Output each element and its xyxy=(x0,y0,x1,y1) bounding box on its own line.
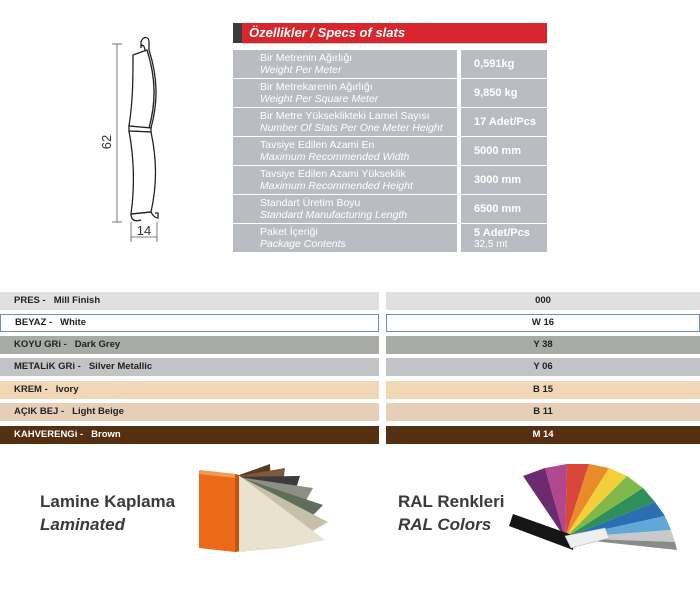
laminated-subtitle: Laminated xyxy=(40,515,126,534)
color-row xyxy=(0,292,700,310)
ral-subtitle: RAL Colors xyxy=(398,515,492,534)
spec-value: 3000 mm xyxy=(474,174,522,186)
spec-label-tr: Standart Üretim Boyu xyxy=(260,197,361,209)
spec-label-en: Weight Per Meter xyxy=(260,64,342,76)
spec-label-en: Maximum Recommended Width xyxy=(260,151,410,163)
ral-title: RAL Renkleri xyxy=(398,492,505,511)
color-name-en: Light Beige xyxy=(72,406,124,417)
color-row xyxy=(0,314,700,332)
laminate-swatch-fan-image xyxy=(195,460,330,555)
spec-label-tr: Bir Metrenin Ağırlığı xyxy=(260,52,353,64)
spec-label-en: Standard Manufacturing Length xyxy=(260,209,408,221)
spec-value: 5000 mm xyxy=(474,145,522,157)
color-name xyxy=(0,314,379,332)
color-name-en: Silver Metallic xyxy=(88,361,153,372)
color-row xyxy=(0,336,700,354)
spec-label-en: Weight Per Square Meter xyxy=(260,93,379,105)
spec-label-tr: Bir Metrekarenin Ağırlığı xyxy=(260,81,373,93)
spec-label-tr: Paket İçeriği xyxy=(260,226,318,238)
color-code: Y 06 xyxy=(386,358,700,376)
spec-label-en: Package Contents xyxy=(260,238,346,250)
color-name xyxy=(0,358,379,376)
spec-value: 17 Adet/Pcs xyxy=(474,116,536,128)
color-name-tr: AÇIK BEJ - xyxy=(14,406,65,417)
color-row xyxy=(0,403,700,421)
specs-header xyxy=(233,23,547,43)
height-dimension-label: 62 xyxy=(99,134,114,150)
spec-label-en: Maximum Recommended Height xyxy=(260,180,413,192)
width-dimension-label: 14 xyxy=(136,223,152,238)
color-name-tr: BEYAZ - xyxy=(15,317,53,328)
spec-value: 6500 mm xyxy=(474,203,522,215)
spec-label-tr: Bir Metre Yükseklikteki Lamel Sayısı xyxy=(260,110,430,122)
color-name-tr: KOYU GRi - xyxy=(14,339,67,350)
color-row xyxy=(0,426,700,444)
spec-row xyxy=(233,79,547,107)
color-name-en: White xyxy=(60,317,86,328)
spec-row xyxy=(233,195,547,223)
color-name xyxy=(0,292,379,310)
color-name xyxy=(0,403,379,421)
color-code: W 16 xyxy=(386,314,700,332)
spec-row xyxy=(233,137,547,165)
color-name xyxy=(0,336,379,354)
color-name-tr: METALiK GRi - xyxy=(14,361,81,372)
color-name xyxy=(0,381,379,399)
color-code: Y 38 xyxy=(386,336,700,354)
color-code: B 15 xyxy=(386,381,700,399)
color-row xyxy=(0,358,700,376)
color-code: B 11 xyxy=(386,403,700,421)
color-name-en: Brown xyxy=(91,429,121,440)
spec-value: 0,591kg xyxy=(474,58,515,70)
color-code: M 14 xyxy=(386,426,700,444)
color-name xyxy=(0,426,379,444)
spec-row xyxy=(233,224,547,252)
color-row xyxy=(0,381,700,399)
spec-value: 5 Adet/Pcs xyxy=(474,226,530,239)
ral-swatch-fan-image xyxy=(505,458,695,553)
color-name-en: Dark Grey xyxy=(74,339,121,350)
spec-value: 9,850 kg xyxy=(474,87,518,99)
spec-row xyxy=(233,166,547,194)
spec-label-tr: Tavsiye Edilen Azami En xyxy=(260,139,375,151)
color-name-tr: PRES - xyxy=(14,295,46,306)
spec-label-tr: Tavsiye Edilen Azami Yükseklik xyxy=(260,168,406,180)
color-name-tr: KAHVERENGi - xyxy=(14,429,84,440)
spec-row xyxy=(233,108,547,136)
spec-value-secondary: 32,5 mt xyxy=(474,238,508,250)
specs-title: Özellikler / Specs of slats xyxy=(249,25,406,40)
color-name-en: Ivory xyxy=(55,384,79,395)
color-name-tr: KREM - xyxy=(14,384,48,395)
laminated-title: Lamine Kaplama xyxy=(40,492,176,511)
slat-profile-drawing xyxy=(95,30,185,245)
spec-label-en: Number Of Slats Per One Meter Height xyxy=(260,122,443,134)
color-name-en: Mill Finish xyxy=(53,295,101,306)
spec-row xyxy=(233,50,547,78)
color-code: 000 xyxy=(386,292,700,310)
